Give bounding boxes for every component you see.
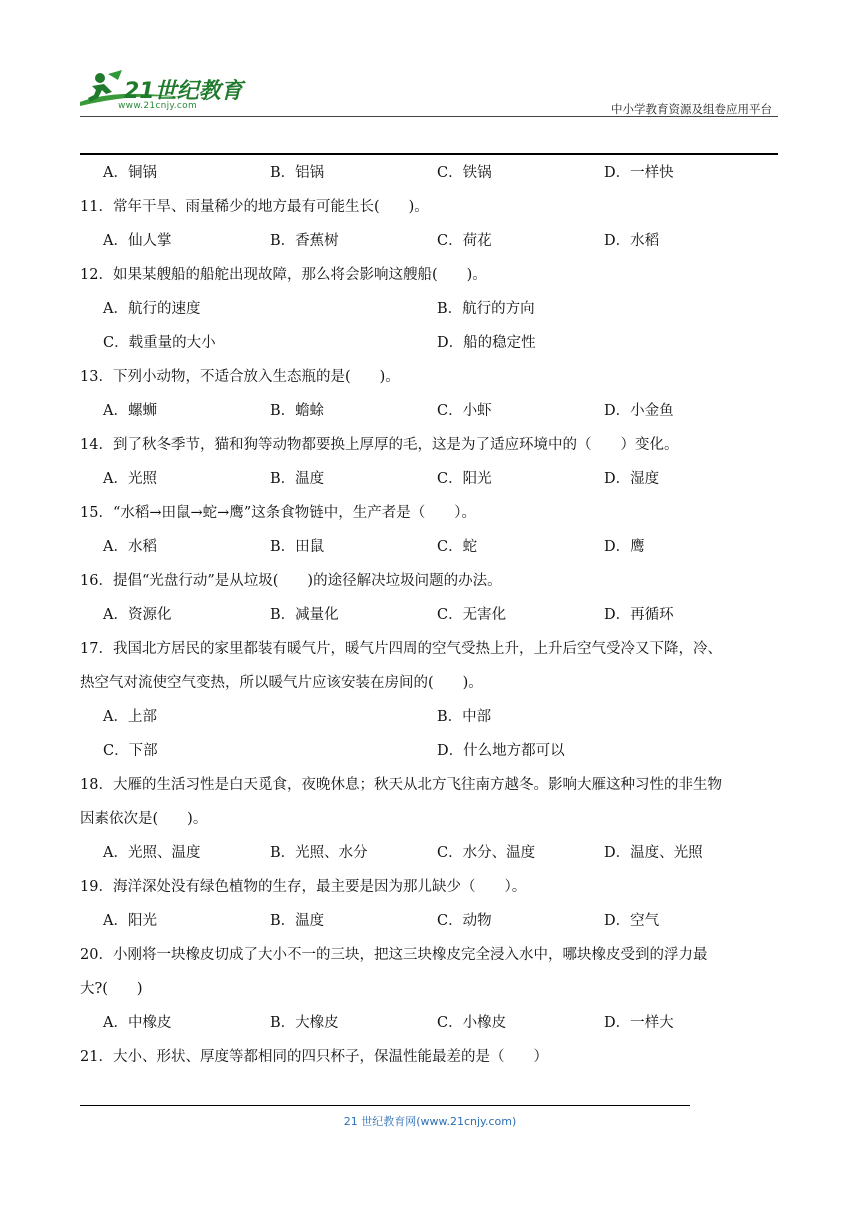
question-number: 19． [80, 879, 113, 895]
answer-option[interactable]: B．蟾蜍 [270, 403, 325, 419]
question-text: 如果某艘船的船舵出现故障，那么将会影响这艘船( )。 [112, 267, 487, 283]
answer-option[interactable]: B．温度 [270, 913, 325, 929]
answer-option[interactable]: D．一样大 [604, 1015, 674, 1031]
answer-option[interactable]: D．鹰 [604, 539, 645, 555]
options-row [80, 394, 780, 428]
answer-option[interactable]: C．动物 [437, 913, 492, 929]
options-row [80, 156, 780, 190]
options-row [80, 224, 780, 258]
question-item [80, 360, 780, 428]
answer-option[interactable]: D．什么地方都可以 [437, 743, 565, 759]
options-row [80, 326, 780, 360]
question-item [80, 1040, 780, 1074]
logo-text: 21世纪教育 [124, 79, 243, 104]
answer-option[interactable]: C．阳光 [437, 471, 492, 487]
question-stem-continued: 因素依次是( )。 [80, 811, 208, 827]
header-rule-2 [80, 153, 778, 155]
answer-option[interactable]: B．光照、水分 [270, 845, 368, 861]
question-stem [80, 258, 780, 292]
footer-site-link[interactable]: 21 世纪教育网(www.21cnjy.com) [343, 1115, 517, 1128]
footer-rule [80, 1105, 690, 1106]
answer-option[interactable]: D．一样快 [604, 165, 674, 181]
answer-option[interactable]: B．大橡皮 [270, 1015, 339, 1031]
question-stem [80, 938, 780, 972]
answer-option[interactable]: A．资源化 [103, 607, 172, 623]
question-text: 我国北方居民的家里都装有暖气片，暖气片四周的空气受热上升，上升后空气受冷又下降，冷、 [112, 641, 722, 657]
answer-option[interactable]: C．下部 [103, 743, 158, 759]
question-stem [80, 768, 780, 802]
question-item [80, 428, 780, 496]
question-text: 大小、形状、厚度等都相同的四只杯子，保温性能最差的是（ ） [112, 1049, 548, 1065]
options-row [80, 734, 780, 768]
options-row [80, 700, 780, 734]
options-row [80, 462, 780, 496]
answer-option[interactable]: C．小虾 [437, 403, 492, 419]
answer-option[interactable]: C．无害化 [437, 607, 507, 623]
answer-option[interactable]: D．湿度 [604, 471, 660, 487]
question-text: 小刚将一块橡皮切成了大小不一的三块，把这三块橡皮完全浸入水中，哪块橡皮受到的浮力最 [112, 947, 708, 963]
question-item [80, 190, 780, 258]
answer-option[interactable]: B．中部 [437, 709, 492, 725]
answer-option[interactable]: A．航行的速度 [103, 301, 201, 317]
answer-option[interactable]: C．水分、温度 [437, 845, 536, 861]
question-text: “水稻→田鼠→蛇→鹰”这条食物链中，生产者是（ ）。 [112, 505, 476, 521]
question-stem [80, 428, 780, 462]
question-number: 12． [80, 267, 113, 283]
question-text: 海洋深处没有绿色植物的生存，最主要是因为那儿缺少（ ）。 [112, 879, 527, 895]
question-text: 到了秋冬季节，猫和狗等动物都要换上厚厚的毛，这是为了适应环境中的（ ）变化。 [112, 437, 679, 453]
answer-option[interactable]: A．上部 [103, 709, 157, 725]
answer-option[interactable]: A．仙人掌 [103, 233, 172, 249]
options-row [80, 836, 780, 870]
question-stem-continued: 大?( ) [80, 981, 143, 997]
answer-option[interactable]: A．水稻 [103, 539, 157, 555]
question-list [80, 156, 780, 1074]
question-text: 大雁的生活习性是白天觅食，夜晚休息；秋天从北方飞往南方越冬。影响大雁这种习性的非生物 [112, 777, 722, 793]
question-stem [80, 870, 780, 904]
question-item [80, 870, 780, 938]
question-stem-continued: 热空气对流使空气变热，所以暖气片应该安装在房间的( )。 [80, 675, 483, 691]
header-rule [80, 116, 778, 117]
question-item [80, 632, 780, 768]
question-text: 提倡“光盘行动”是从垃圾( )的途径解决垃圾问题的办法。 [112, 573, 502, 589]
question-number: 21． [80, 1049, 113, 1065]
question-number: 20． [80, 947, 113, 963]
answer-option[interactable]: A．光照、温度 [103, 845, 201, 861]
answer-option[interactable]: A．中橡皮 [103, 1015, 172, 1031]
page-header [0, 0, 860, 160]
question-number: 15． [80, 505, 113, 521]
answer-option[interactable]: B．温度 [270, 471, 325, 487]
question-number: 13． [80, 369, 113, 385]
answer-option[interactable]: A．螺蛳 [103, 403, 157, 419]
options-row [80, 530, 780, 564]
answer-option[interactable]: A．铜锅 [103, 165, 157, 181]
answer-option[interactable]: C．小橡皮 [437, 1015, 507, 1031]
options-row [80, 598, 780, 632]
answer-option[interactable]: C．铁锅 [437, 165, 492, 181]
options-row [80, 1006, 780, 1040]
question-number: 17． [80, 641, 113, 657]
answer-option[interactable]: D．船的稳定性 [437, 335, 536, 351]
question-item [80, 938, 780, 1040]
answer-option[interactable]: D．小金鱼 [604, 403, 674, 419]
answer-option[interactable]: C．载重量的大小 [103, 335, 216, 351]
answer-option[interactable]: A．光照 [103, 471, 157, 487]
question-number: 11． [80, 199, 113, 215]
question-number: 14． [80, 437, 113, 453]
answer-option[interactable]: D．水稻 [604, 233, 660, 249]
question-item [80, 768, 780, 870]
answer-option[interactable]: A．阳光 [103, 913, 157, 929]
answer-option[interactable]: B．田鼠 [270, 539, 325, 555]
answer-option[interactable]: B．香蕉树 [270, 233, 339, 249]
answer-option[interactable]: D．再循环 [604, 607, 674, 623]
question-text: 下列小动物，不适合放入生态瓶的是( )。 [112, 369, 400, 385]
answer-option[interactable]: D．温度、光照 [604, 845, 703, 861]
question-stem [80, 632, 780, 666]
answer-option[interactable]: C．荷花 [437, 233, 492, 249]
question-number: 16． [80, 573, 113, 589]
question-text: 常年干旱、雨量稀少的地方最有可能生长( )。 [112, 199, 429, 215]
logo-url: www.21cnjy.com [118, 101, 198, 111]
options-row [80, 292, 780, 326]
question-stem [80, 564, 780, 598]
question-item [80, 156, 780, 190]
question-stem [80, 496, 780, 530]
header-platform-text: 中小学教育资源及组卷应用平台 [611, 102, 772, 116]
options-row [80, 904, 780, 938]
answer-option[interactable]: B．铝锅 [270, 165, 325, 181]
question-stem [80, 360, 780, 394]
answer-option[interactable]: C．蛇 [437, 539, 478, 555]
question-stem [80, 1040, 780, 1074]
question-stem [80, 190, 780, 224]
question-number: 18． [80, 777, 113, 793]
answer-option[interactable]: B．航行的方向 [437, 301, 535, 317]
question-item [80, 258, 780, 360]
answer-option[interactable]: D．空气 [604, 913, 660, 929]
question-item [80, 564, 780, 632]
question-item [80, 496, 780, 564]
answer-option[interactable]: B．减量化 [270, 607, 339, 623]
